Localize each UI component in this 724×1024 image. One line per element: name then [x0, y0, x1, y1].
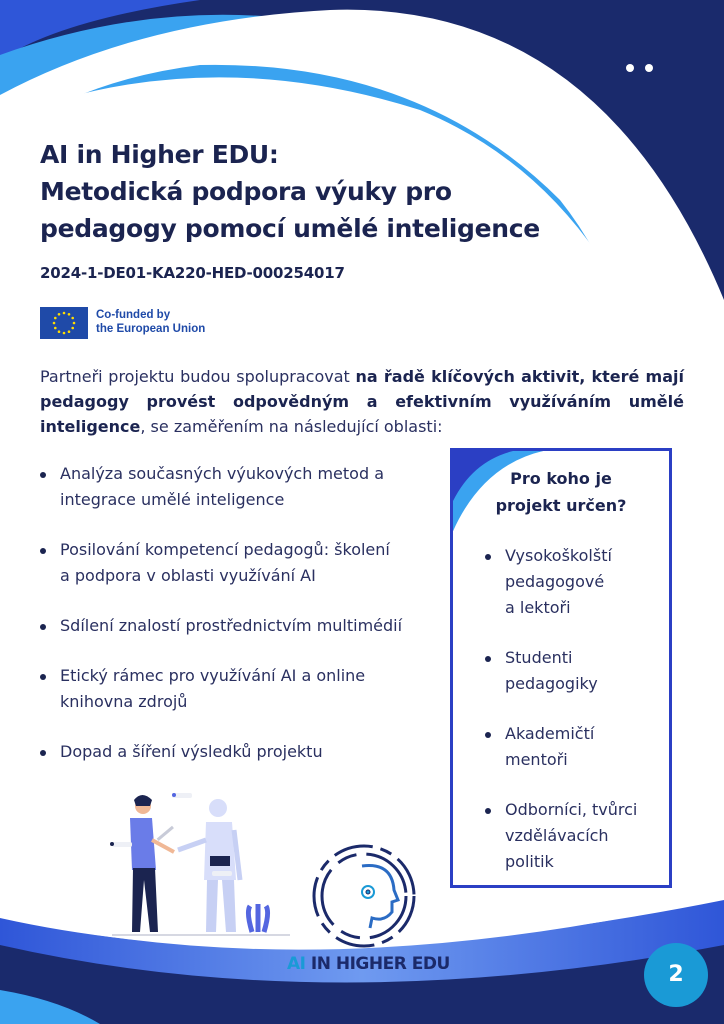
- list-item: Vysokoškolští pedagogové a lektoři: [483, 543, 637, 621]
- eu-cofunded-text: Co-funded by the European Union: [96, 309, 206, 335]
- title-line: AI in Higher EDU:: [40, 140, 279, 169]
- intro-paragraph: [40, 364, 684, 439]
- dot-icon: [645, 64, 653, 72]
- dot-icon: [626, 64, 634, 72]
- box-heading: Pro koho je projekt určen?: [495, 469, 627, 515]
- list-item: Posilování kompetencí pedagogů: školení a podpora v oblasti využívání AI: [38, 537, 438, 589]
- intro-bold-text: na řadě klíčových aktivit, které mají pedagogy provést odpovědným a efektivním využíváním umělé inteligence: [40, 367, 684, 436]
- list-item: Dopad a šíření výsledků projektu: [38, 739, 438, 765]
- list-item: Etický rámec pro využívání AI a online knihovna zdrojů: [38, 663, 438, 715]
- list-item: Studenti pedagogiky: [483, 645, 637, 697]
- list-item: Analýza současných výukových metod a integrace umělé inteligence: [38, 461, 438, 513]
- title-line: Metodická podpora výuky pro: [40, 177, 452, 206]
- page-number: 2: [644, 943, 708, 1007]
- logo-ai: AI: [287, 954, 306, 974]
- target-audience-box: [450, 448, 672, 888]
- title-line: pedagogy pomocí umělé inteligence: [40, 214, 540, 243]
- intro-text: Partneři projektu budou spolupracovat: [40, 367, 356, 386]
- list-item: Odborníci, tvůrci vzdělávacích politik: [483, 797, 637, 875]
- project-code: 2024-1-DE01-KA220-HED-000254017: [40, 264, 345, 282]
- eu-flag-icon: [40, 307, 88, 339]
- target-list: [483, 543, 637, 888]
- list-item: Sdílení znalostí prostřednictvím multimédií: [38, 613, 438, 639]
- list-item: Akademičtí mentoři: [483, 721, 637, 773]
- project-logo-text: [287, 954, 450, 974]
- page-title: [40, 136, 540, 247]
- intro-text: , se zaměřením na následující oblasti:: [140, 417, 443, 436]
- activities-list: [38, 461, 438, 789]
- logo-rest: IN HIGHER EDU: [310, 954, 450, 974]
